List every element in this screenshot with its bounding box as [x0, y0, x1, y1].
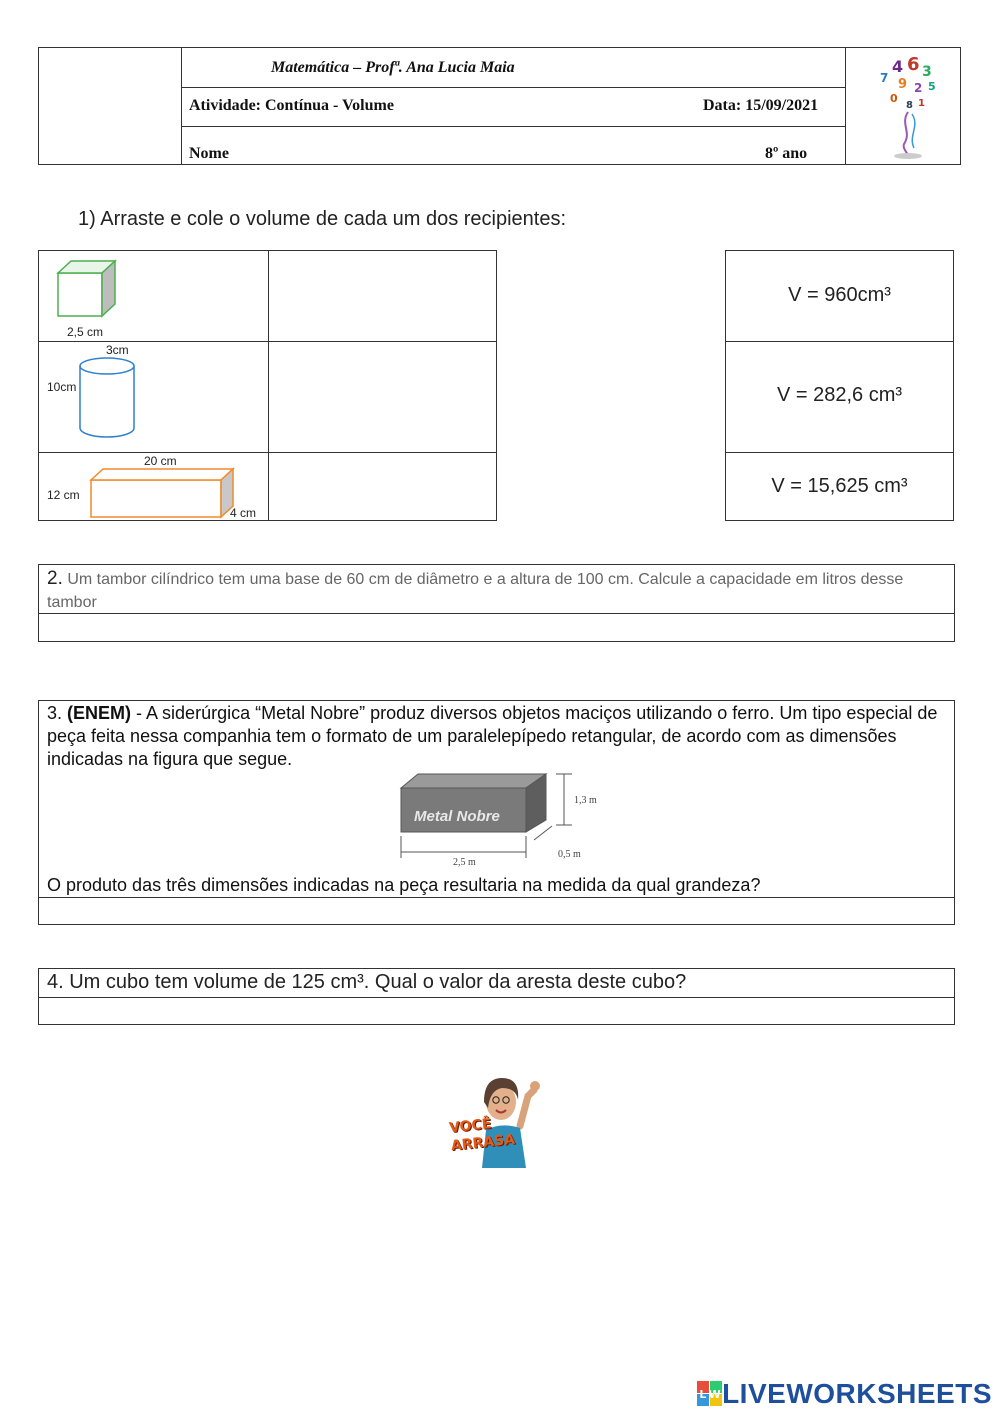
header-divider: [845, 48, 846, 164]
svg-text:6: 6: [907, 54, 920, 75]
question-3-answer-field[interactable]: [39, 897, 954, 924]
prism-depth-dimension: 4 cm: [230, 506, 257, 520]
header-divider: [181, 126, 845, 127]
svg-text:4: 4: [892, 57, 904, 76]
question-2-body: Um tambor cilíndrico tem uma base de 60 cm de diâmetro e a altura de 100 cm. Calcule a capacidade em litros desse tambor: [47, 571, 904, 611]
svg-text:8: 8: [906, 100, 913, 111]
cylinder-top-dimension: 3cm: [106, 343, 129, 357]
svg-text:3: 3: [922, 64, 932, 80]
sticker-text: [448, 1113, 516, 1156]
cube-figure: [55, 258, 119, 318]
svg-text:0: 0: [890, 92, 898, 105]
prism-height-dimension: 12 cm: [47, 488, 80, 502]
name-label: Nome: [189, 145, 229, 162]
sticker-text-line-1: VOCÊ: [448, 1116, 493, 1137]
logo-letter: W: [708, 1387, 721, 1401]
sticker-text-line-2: ARRASA: [450, 1131, 516, 1155]
header-divider: [181, 87, 845, 88]
header-title: Matemática – Profª. Ana Lucia Maia: [271, 59, 515, 76]
metal-nobre-label: Metal Nobre: [414, 808, 500, 825]
question-3-body: - A siderúrgica “Metal Nobre” produz diversos objetos maciços utilizando o ferro. Um tipo especial de peça feita nessa companhia tem o formato de um paralelepípedo retangular, de acordo com as dimensões indicadas na figura que segue.: [47, 703, 938, 769]
cube-dimension: 2,5 cm: [67, 325, 104, 339]
numbers-swirl-icon: [862, 52, 954, 160]
question-4-answer-field[interactable]: [39, 997, 954, 1024]
cylinder-height-dimension: 10cm: [47, 380, 77, 394]
logo-letter: L: [699, 1387, 707, 1401]
activity-title: Atividade: Contínua - Volume: [189, 97, 394, 114]
question-2-number: 2.: [47, 568, 63, 589]
question-3-number: 3.: [47, 703, 63, 723]
question-4-text: 4. Um cubo tem volume de 125 cm³. Qual o valor da aresta deste cubo?: [47, 971, 687, 993]
grade-label: 8º ano: [765, 145, 808, 162]
logo-letters: [697, 1381, 723, 1407]
svg-text:9: 9: [898, 77, 908, 92]
activity-date: Data: 15/09/2021: [703, 97, 819, 114]
question-1-prompt: 1) Arraste e cole o volume de cada um dos recipientes:: [78, 208, 567, 230]
question-3-source: (ENEM): [67, 703, 132, 723]
liveworksheets-brand: LIVEWORKSHEETS: [722, 1378, 992, 1409]
svg-text:1: 1: [918, 98, 925, 109]
answer-option[interactable]: V = 960cm³: [788, 284, 891, 306]
answer-option[interactable]: V = 15,625 cm³: [771, 475, 908, 497]
svg-text:2: 2: [914, 81, 923, 95]
svg-text:7: 7: [880, 71, 889, 85]
prism-figure: [88, 466, 236, 520]
question-2-text: [47, 567, 947, 614]
figure-depth-label: 0,5 m: [558, 849, 581, 860]
figure-height-label: 1,3 m: [574, 795, 597, 806]
header-divider: [181, 48, 182, 164]
prism-length-dimension: 20 cm: [144, 454, 177, 468]
cylinder-figure: [77, 356, 137, 440]
question-2-answer-field[interactable]: [39, 614, 954, 641]
question-3-question: O produto das três dimensões indicadas na peça resultaria na medida da qual grandeza?: [47, 875, 761, 895]
svg-text:5: 5: [928, 80, 936, 93]
question-3-text: [47, 702, 947, 771]
answer-option[interactable]: V = 282,6 cm³: [776, 384, 903, 406]
figure-width-label: 2,5 m: [453, 857, 476, 868]
